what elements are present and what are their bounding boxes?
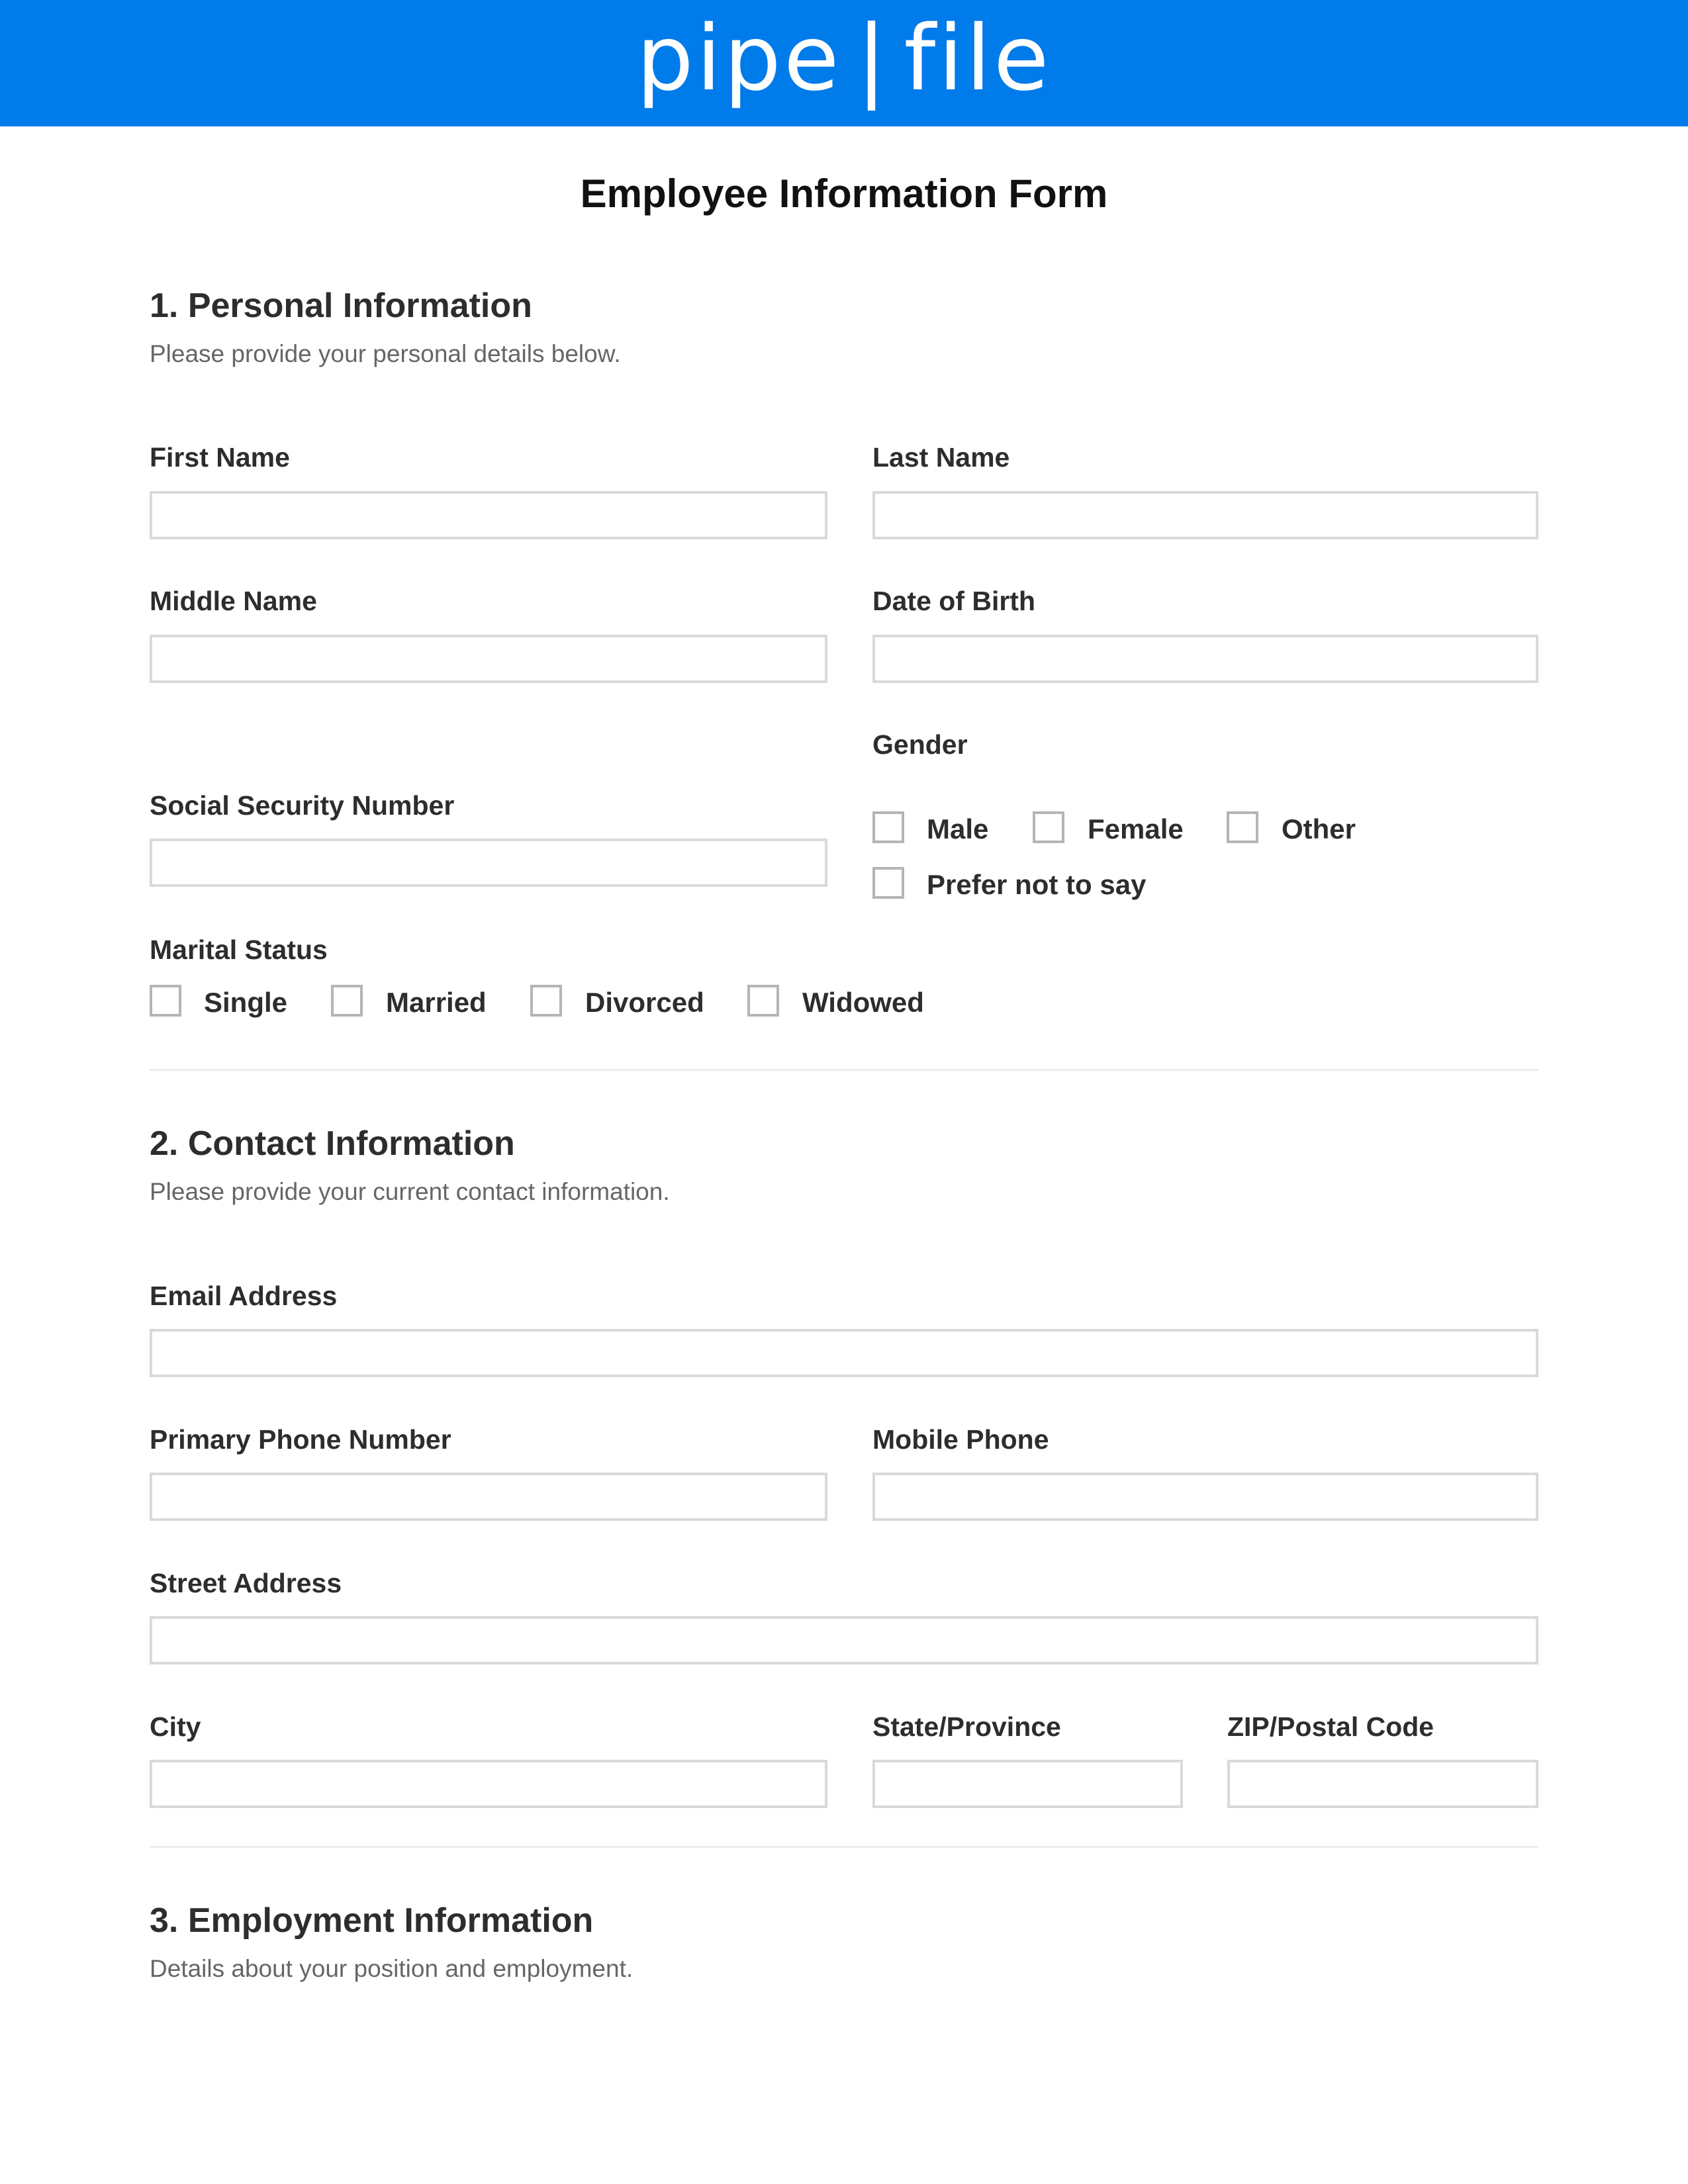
section-title-employment: 3. Employment Information xyxy=(150,1901,594,1940)
marital-widowed-label: Widowed xyxy=(802,987,924,1018)
ssn-input[interactable] xyxy=(150,839,827,887)
state-input[interactable] xyxy=(872,1760,1183,1808)
marital-widowed-checkbox[interactable] xyxy=(747,985,779,1017)
email-input[interactable] xyxy=(150,1329,1538,1377)
section-desc-employment: Details about your position and employment. xyxy=(150,1955,633,1982)
marital-single-label: Single xyxy=(204,987,288,1018)
street-address-label: Street Address xyxy=(150,1568,342,1598)
marital-divorced-checkbox[interactable] xyxy=(530,985,562,1017)
middle-name-input[interactable] xyxy=(150,635,827,683)
marital-married-label: Married xyxy=(386,987,487,1018)
section-desc-contact: Please provide your current contact information. xyxy=(150,1178,670,1205)
gender-female-checkbox[interactable] xyxy=(1033,811,1064,843)
gender-prefer-not-label: Prefer not to say xyxy=(927,869,1147,900)
state-label: State/Province xyxy=(872,1711,1061,1742)
form-title: Employee Information Form xyxy=(580,171,1108,216)
dob-label: Date of Birth xyxy=(872,586,1035,616)
dob-input[interactable] xyxy=(872,635,1538,683)
mobile-phone-label: Mobile Phone xyxy=(872,1424,1049,1455)
marital-married-checkbox[interactable] xyxy=(331,985,363,1017)
street-address-input[interactable] xyxy=(150,1616,1538,1664)
ssn-label: Social Security Number xyxy=(150,790,455,821)
section-divider xyxy=(150,1069,1538,1071)
section-desc-personal: Please provide your personal details below. xyxy=(150,340,621,367)
section-title-personal: 1. Personal Information xyxy=(150,287,532,325)
section-title-contact: 2. Contact Information xyxy=(150,1124,515,1163)
gender-male-label: Male xyxy=(927,813,989,844)
section-divider xyxy=(150,1846,1538,1848)
mobile-phone-input[interactable] xyxy=(872,1473,1538,1521)
middle-name-label: Middle Name xyxy=(150,586,317,616)
first-name-label: First Name xyxy=(150,442,290,473)
gender-female-label: Female xyxy=(1088,813,1184,844)
gender-male-checkbox[interactable] xyxy=(872,811,904,843)
marital-divorced-label: Divorced xyxy=(585,987,704,1018)
logo-separator: | xyxy=(856,6,890,111)
gender-other-label: Other xyxy=(1282,813,1356,844)
marital-single-checkbox[interactable] xyxy=(150,985,181,1017)
city-input[interactable] xyxy=(150,1760,827,1808)
primary-phone-label: Primary Phone Number xyxy=(150,1424,451,1455)
zip-input[interactable] xyxy=(1227,1760,1538,1808)
gender-other-checkbox[interactable] xyxy=(1227,811,1258,843)
email-label: Email Address xyxy=(150,1281,338,1311)
marital-status-label: Marital Status xyxy=(150,934,328,965)
last-name-label: Last Name xyxy=(872,442,1010,473)
logo-text-pipe: pipe xyxy=(636,6,842,111)
first-name-input[interactable] xyxy=(150,491,827,539)
city-label: City xyxy=(150,1711,201,1742)
header-bar xyxy=(0,0,1688,126)
last-name-input[interactable] xyxy=(872,491,1538,539)
primary-phone-input[interactable] xyxy=(150,1473,827,1521)
pipefile-logo xyxy=(636,6,1052,111)
gender-label: Gender xyxy=(872,729,968,760)
zip-label: ZIP/Postal Code xyxy=(1227,1711,1434,1742)
gender-prefer-not-checkbox[interactable] xyxy=(872,867,904,899)
logo-text-file: file xyxy=(904,6,1052,111)
